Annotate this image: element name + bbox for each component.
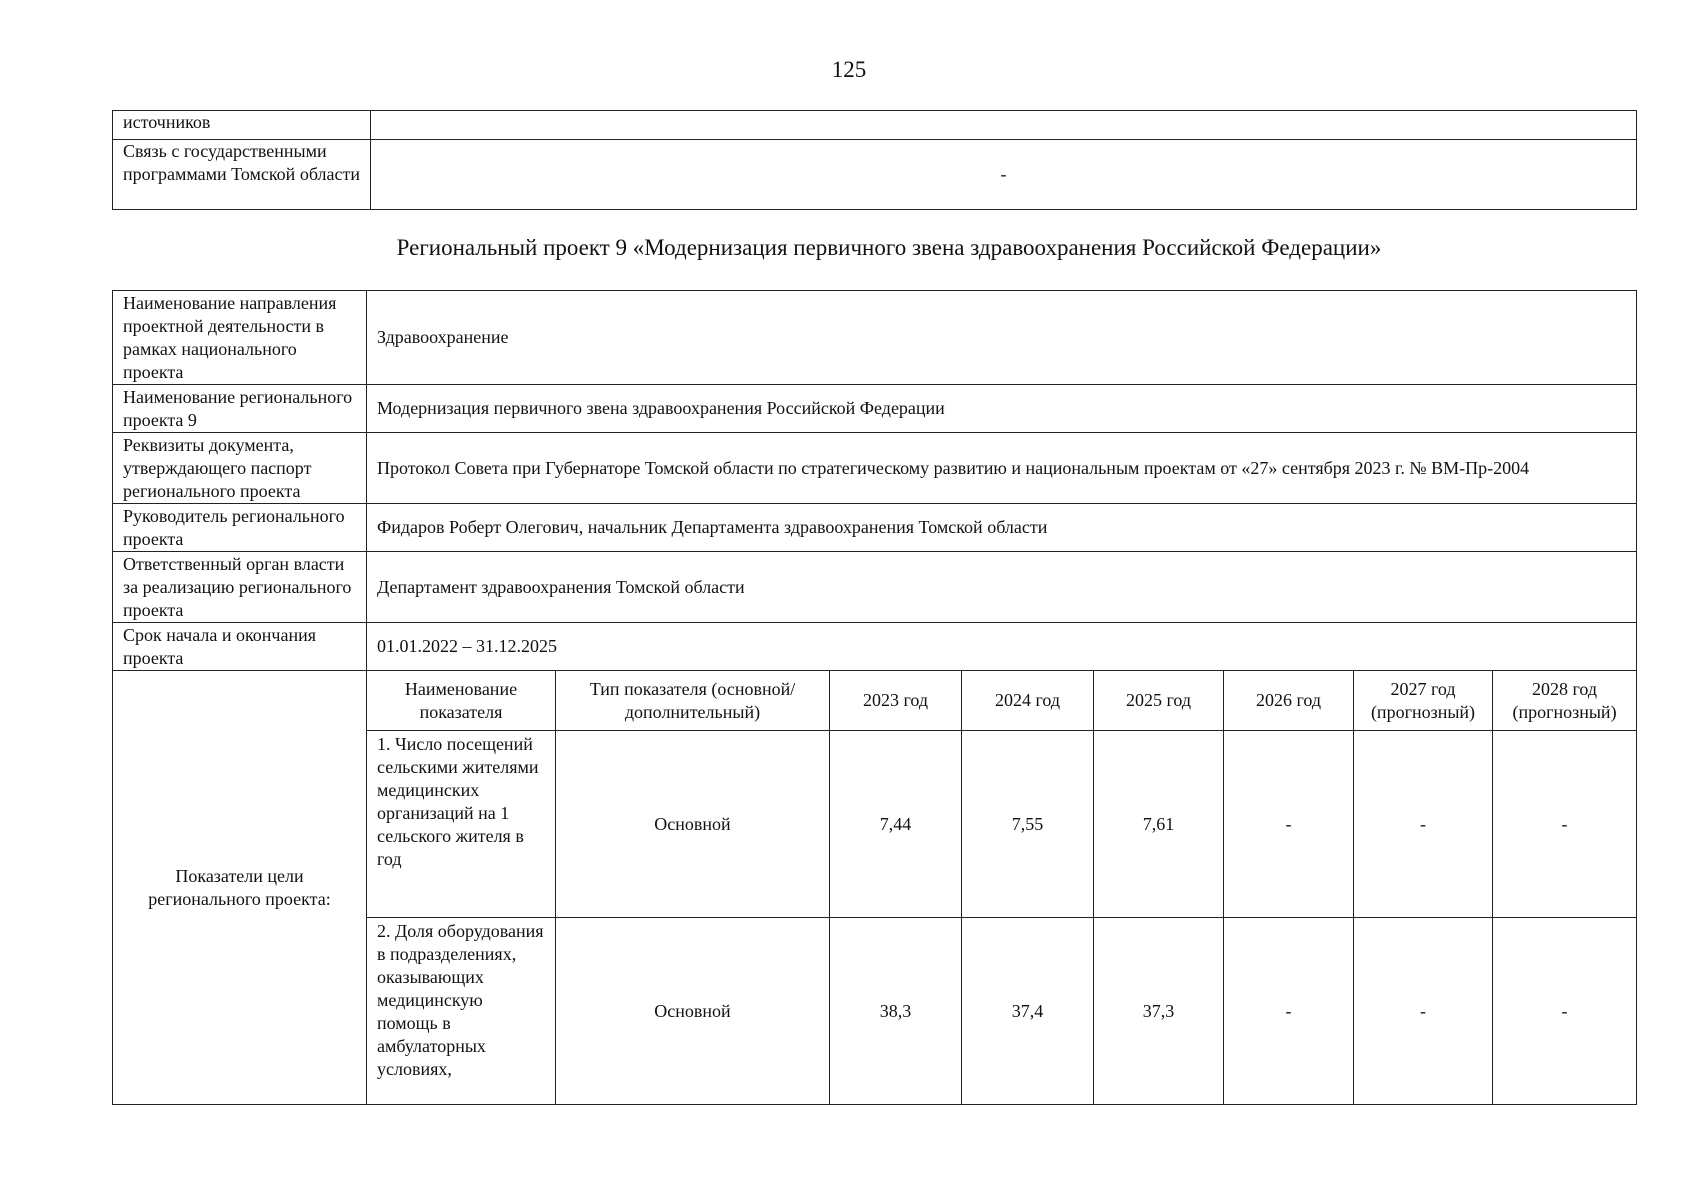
indicator-name: 1. Число посещений сельскими жителями медицинских организаций на 1 сельского жителя в год [367, 731, 556, 918]
passport-row [113, 504, 1637, 552]
row-value: Фидаров Роберт Олегович, начальник Департамента здравоохранения Томской области [367, 504, 1637, 552]
header-cell: 2026 год [1224, 671, 1354, 731]
indicator-name: 2. Доля оборудования в подразделениях, оказывающих медицинскую помощь в амбулаторных условиях, [367, 918, 556, 1105]
indicator-value: 38,3 [830, 918, 962, 1105]
row-value: Протокол Совета при Губернаторе Томской области по стратегическому развитию и национальным проектам от «27» сентября 2023 г. № ВМ-Пр-2004 [367, 433, 1637, 504]
header-cell: Тип показателя (основной/дополнительный) [556, 671, 830, 731]
indicator-value: 7,55 [962, 731, 1094, 918]
row-value: 01.01.2022 – 31.12.2025 [367, 623, 1637, 671]
row-label: Связь с государственными программами Томской области [113, 140, 371, 210]
row-label: Наименование регионального проекта 9 [113, 385, 367, 433]
row-value: - [371, 140, 1637, 210]
project-passport-table [112, 290, 1637, 1105]
continuation-table [112, 110, 1637, 210]
row-label: Срок начала и окончания проекта [113, 623, 367, 671]
header-cell: 2023 год [830, 671, 962, 731]
indicator-value: - [1224, 731, 1354, 918]
goal-indicators-label: Показатели цели регионального проекта: [113, 671, 367, 1105]
header-cell: 2028 год (прогнозный) [1493, 671, 1637, 731]
indicator-type: Основной [556, 918, 830, 1105]
header-cell: Наименование показателя [367, 671, 556, 731]
passport-row [113, 385, 1637, 433]
header-cell: 2027 год (прогнозный) [1354, 671, 1493, 731]
indicator-value: 37,4 [962, 918, 1094, 1105]
passport-row [113, 623, 1637, 671]
row-value [371, 111, 1637, 140]
header-cell: 2025 год [1094, 671, 1224, 731]
indicator-value: 7,61 [1094, 731, 1224, 918]
passport-row [113, 552, 1637, 623]
table-row [113, 140, 1637, 210]
page-number: 125 [831, 57, 867, 82]
indicator-value: - [1354, 918, 1493, 1105]
row-label: источников [113, 111, 371, 140]
indicator-value: - [1354, 731, 1493, 918]
indicator-type: Основной [556, 731, 830, 918]
row-label: Ответственный орган власти за реализацию регионального проекта [113, 552, 367, 623]
indicator-value: 37,3 [1094, 918, 1224, 1105]
section-title: Региональный проект 9 «Модернизация первичного звена здравоохранения Российской Федерации» [396, 235, 1382, 260]
header-cell: 2024 год [962, 671, 1094, 731]
row-value: Департамент здравоохранения Томской области [367, 552, 1637, 623]
indicator-value: - [1224, 918, 1354, 1105]
indicator-value: 7,44 [830, 731, 962, 918]
row-label: Руководитель регионального проекта [113, 504, 367, 552]
row-value: Здравоохранение [367, 291, 1637, 385]
row-label: Наименование направления проектной деятельности в рамках национального проекта [113, 291, 367, 385]
passport-row [113, 433, 1637, 504]
indicator-value: - [1493, 918, 1637, 1105]
row-value: Модернизация первичного звена здравоохранения Российской Федерации [367, 385, 1637, 433]
table-row [113, 111, 1637, 140]
indicator-header-row [113, 671, 1637, 731]
row-label: Реквизиты документа, утверждающего паспорт регионального проекта [113, 433, 367, 504]
passport-row [113, 291, 1637, 385]
indicator-value: - [1493, 731, 1637, 918]
